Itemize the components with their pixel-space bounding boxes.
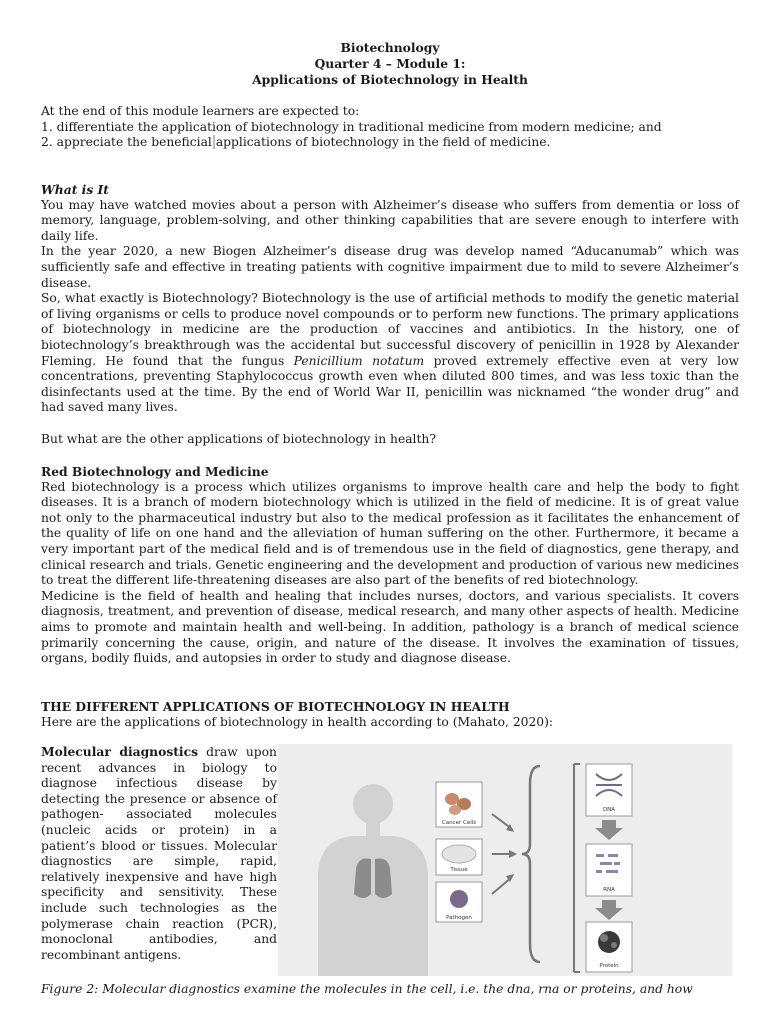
dna-label: DNA	[602, 807, 616, 813]
molecular-diagnostics-text	[41, 744, 277, 963]
red-biotech-heading: Red Biotechnology and Medicine	[41, 464, 269, 479]
penicillium-name: Penicillium notatum	[293, 353, 425, 368]
figure-illustration	[278, 744, 732, 976]
molecular-diagnostics-term: Molecular diagnostics	[41, 744, 199, 759]
tissue-label: Tissue	[450, 867, 468, 873]
cancer-cells-box	[436, 782, 482, 827]
subject-title: Biotechnology	[340, 40, 440, 55]
applications-section	[41, 699, 739, 730]
text-cursor	[213, 135, 215, 149]
medicine-paragraph: Medicine is the field of health and healing that includes nurses, doctors, and various specialists. It covers diagnosis, treatment, and prevention of disease, medical research, and many other aspects of health. Medicine aims to promote and maintain health and well-being. In addition, pathology is a branch of medical science primarily concerning the cause, origin, and nature of the disease. It involves the examination of tissues, organs, bodily fluids, and autopsies in order to study and diagnose disease.	[41, 588, 739, 666]
objectives-intro: At the end of this module learners are expected to:	[41, 104, 360, 118]
protein-label: Protein	[599, 963, 619, 969]
down-arrow-icon	[595, 900, 623, 920]
tissue-box	[436, 839, 482, 875]
pathogen-box	[436, 882, 482, 922]
penicillin-text: proved extremely effective even at very low concentrations, preventing Staphylococcus growth even when diluted 800 times, and was less toxic than the disinfectants used at the time. By the end of World War II, penicillin was nicknamed “the wonder drug” and had saved many lives.	[41, 353, 739, 415]
figure-caption: Figure 2: Molecular diagnostics examine the molecules in the cell, i.e. the dna, rna or proteins, and how	[41, 982, 693, 996]
human-silhouette	[318, 784, 428, 976]
what-is-it-section	[41, 182, 739, 416]
module-topic: Applications of Biotechnology in Health	[252, 72, 528, 87]
rna-label: RNA	[603, 887, 615, 893]
molecular-diagnostics-body: draw upon recent advances in biology to diagnose infectious disease by detecting the presence or absence of pathogen- associated molecules (nucleic acids or protein) in a patient’s blood or tissues. Molecular diagnostics are simple, rapid, relatively inexpensive and have high specificity and sensitivity. These include such technologies as the polymerase chain reaction (PCR), monoclonal antibodies, and recombinant antigens.	[41, 745, 277, 962]
objective-1: 1. differentiate the application of biotechnology in traditional medicine from modern medicine; and	[41, 119, 662, 134]
definition-text: So, what exactly is Biotechnology? Biotechnology is the use of artificial methods to modify the genetic material of living organisms or cells to produce novel compounds or to perform new functions. The primary applications of biotechnology in medicine are the production of vaccines and antibiotics. In the history, one of biotechnology’s breakthrough was the accidental but successful discovery of penicillin in 1928 by Alexander Fleming. He found that the fungus	[41, 291, 739, 368]
molecular-diagnostics-figure	[278, 744, 732, 976]
applications-heading: THE DIFFERENT APPLICATIONS OF BIOTECHNOLOGY IN HEALTH	[41, 699, 510, 714]
question-text: But what are the other applications of biotechnology in health?	[41, 432, 436, 446]
biotech-definition-paragraph	[41, 291, 739, 416]
question-line	[41, 432, 739, 448]
red-biotech-paragraph: Red biotechnology is a process which utilizes organisms to improve health care and help the body to fight diseases. It is a branch of modern biotechnology which is utilized in the field of medicine. It is of great value not only to the pharmaceutical industry but also to the medical profession as it facilitates the enhancement of the quality of life on one hand and the alleviation of human suffering on the other. Furthermore, it became a very important part of the medical field and is of tremendous use in the field of diagnostics, gene therapy, and clinical research and trials. Genetic engineering and the development and production of various new medicines to treat the different life-threatening diseases are also part of the benefits of red biotechnology.	[41, 479, 739, 588]
molecular-diagnostics-paragraph	[41, 744, 277, 963]
cancer-cells-label: Cancer Cells	[441, 820, 477, 826]
alzheimers-paragraph: You may have watched movies about a person with Alzheimer’s disease who suffers from dementia or loss of memory, language, problem-solving, and other thinking capabilities that are severe enough to interfere with daily life.	[41, 197, 739, 243]
aducanumab-paragraph: In the year 2020, a new Biogen Alzheimer’s disease drug was develop named “Aducanumab” which was sufficiently safe and effective in treating patients with cognitive impairment due to mild to severe Alzheimer’s disease.	[41, 244, 739, 290]
red-biotech-section	[41, 464, 739, 667]
down-arrow-icon	[595, 820, 623, 840]
curly-brace	[522, 766, 540, 962]
module-title	[41, 40, 739, 88]
applications-intro: Here are the applications of biotechnology in health according to (Mahato, 2020):	[41, 714, 554, 729]
molecule-column	[586, 764, 632, 972]
quarter-module: Quarter 4 – Module 1:	[314, 56, 466, 71]
what-is-it-heading: What is It	[41, 182, 109, 197]
objectives-section	[41, 104, 739, 151]
pathogen-label: Pathogen	[446, 915, 472, 921]
objective-2-end: applications of biotechnology in the field of medicine.	[215, 135, 551, 150]
protein-icon	[598, 931, 620, 953]
objective-2-start: 2. appreciate the beneficial	[41, 135, 212, 150]
objective-2	[41, 135, 739, 151]
